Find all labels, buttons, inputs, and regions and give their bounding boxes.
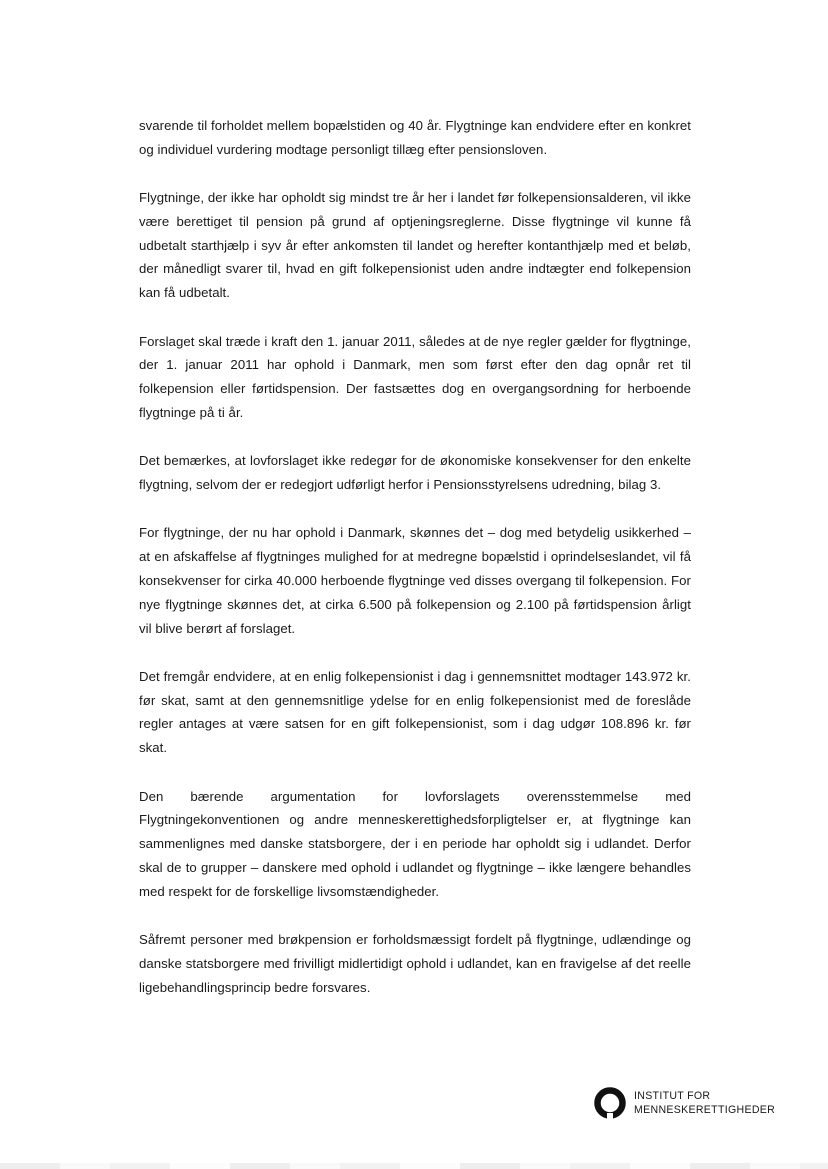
logo-line-2: MENNESKERETTIGHEDER	[634, 1104, 776, 1116]
institute-logo-text	[634, 1089, 775, 1117]
scan-edge-artifact	[0, 1163, 828, 1169]
paragraph-3: Forslaget skal træde i kraft den 1. januar 2011, således at de nye regler gælder for flygtninge, der 1. januar 2011 har ophold i Danmark, men som først efter den dag opnår ret til folkepension eller førtidspension. Der fastsættes dog en overgangsordning for herboende flygtninge på ti år.	[139, 333, 691, 420]
logo-line-1: INSTITUT FOR	[634, 1090, 711, 1102]
paragraph-5: For flygtninge, der nu har ophold i Danmark, skønnes det – dog med betydelig usikkerhed – at en afskaffelse af flygtninges mulighed for at medregne bopælstid i oprindelseslandet, vil få konsekvenser for cirka 40.000 herboende flygtninge ved disses overgang til folkepension. For nye flygtninge skønnes det, at cirka 6.500 på folkepension og 2.100 på førtidspension årligt vil blive berørt af forslaget.	[139, 525, 691, 636]
institute-ring-logo-icon	[593, 1086, 627, 1120]
document-body	[139, 114, 691, 1024]
paragraph-2: Flygtninge, der ikke har opholdt sig mindst tre år her i landet før folkepensionsalderen, vil ikke være berettiget til pension på grund af optjeningsreglerne. Disse flygtninge vil kunne få udbetalt starthjælp i syv år efter ankomsten til landet og herefter kontanthjælp med et beløb, der månedligt svarer til, hvad en gift folkepensionist uden andre indtægter end folkepension kan få udbetalt.	[139, 190, 691, 301]
paragraph-6: Det fremgår endvidere, at en enlig folkepensionist i dag i gennemsnittet modtager 143.972 kr. før skat, samt at den gennemsnitlige ydelse for en enlig folkepensionist med de foreslåde regler antages at være satsen for en gift folkepensionist, som i dag udgør 108.896 kr. før skat.	[139, 668, 691, 756]
institute-logo	[593, 1086, 775, 1120]
paragraph-4: Det bemærkes, at lovforslaget ikke redegør for de økonomiske konsekvenser for den enkelte flygtning, selvom der er redegjort udførligt herfor i Pensionsstyrelsens udredning, bilag 3.	[139, 453, 691, 493]
paragraph-7: Den bærende argumentation for lovforslagets overensstemmelse med Flygtningekonventionen og andre menneskerettighedsforpligtelser er, at flygtninge kan sammenlignes med danske statsborgere, der i en periode har opholdt sig i udlandet. Derfor skal de to grupper – danskere med ophold i udlandet og flygtninge – ikke længere behandles med respekt for de forskellige livsomstændigheder.	[139, 788, 691, 899]
paragraph-8: Såfremt personer med brøkpension er forholdsmæssigt fordelt på flygtninge, udlændinge og danske statsborgere med frivilligt midlertidigt ophold i udlandet, kan en fravigelse af det reelle ligebehandlingsprincip bedre forsvares.	[139, 932, 691, 995]
paragraph-1: svarende til forholdet mellem bopælstiden og 40 år. Flygtninge kan endvidere efter en konkret og individuel vurdering modtage personligt tillæg efter pensionsloven.	[139, 118, 691, 157]
